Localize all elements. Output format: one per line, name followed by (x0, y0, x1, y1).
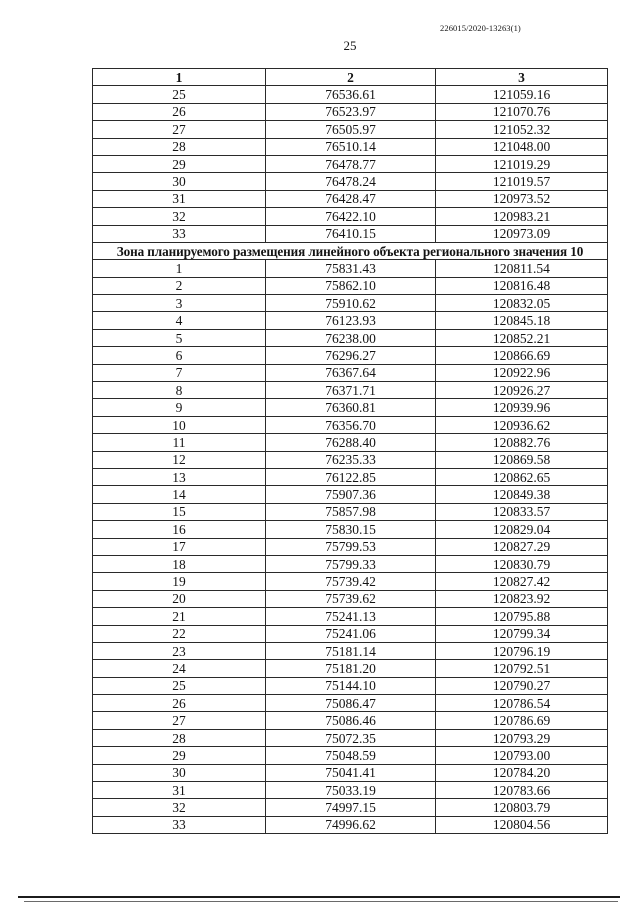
point-number-cell: 14 (93, 486, 266, 503)
point-number-cell: 32 (93, 799, 266, 816)
x-coordinate-cell: 76505.97 (266, 121, 436, 138)
x-coordinate-cell: 75857.98 (266, 503, 436, 520)
table-row (93, 121, 608, 138)
x-coordinate-cell: 76122.85 (266, 468, 436, 485)
y-coordinate-cell: 120866.69 (436, 347, 608, 364)
table-row (93, 260, 608, 277)
table-row (93, 642, 608, 659)
y-coordinate-cell: 120793.00 (436, 747, 608, 764)
x-coordinate-cell: 75241.13 (266, 608, 436, 625)
point-number-cell: 11 (93, 434, 266, 451)
x-coordinate-cell: 75830.15 (266, 521, 436, 538)
x-coordinate-cell: 75181.14 (266, 642, 436, 659)
x-coordinate-cell: 74997.15 (266, 799, 436, 816)
y-coordinate-cell: 121048.00 (436, 138, 608, 155)
y-coordinate-cell: 120790.27 (436, 677, 608, 694)
x-coordinate-cell: 75907.36 (266, 486, 436, 503)
table-row (93, 399, 608, 416)
table-body-top (93, 86, 608, 243)
y-coordinate-cell: 120796.19 (436, 642, 608, 659)
y-coordinate-cell: 120786.69 (436, 712, 608, 729)
table-row (93, 225, 608, 242)
table-row (93, 138, 608, 155)
table-header (93, 69, 608, 86)
x-coordinate-cell: 76523.97 (266, 103, 436, 120)
y-coordinate-cell: 120862.65 (436, 468, 608, 485)
table-row (93, 329, 608, 346)
table-row (93, 521, 608, 538)
x-coordinate-cell: 76238.00 (266, 329, 436, 346)
point-number-cell: 30 (93, 173, 266, 190)
y-coordinate-cell: 120827.29 (436, 538, 608, 555)
y-coordinate-cell: 120849.38 (436, 486, 608, 503)
table-row (93, 173, 608, 190)
point-number-cell: 6 (93, 347, 266, 364)
table-row (93, 712, 608, 729)
table-row (93, 190, 608, 207)
point-number-cell: 1 (93, 260, 266, 277)
table-row (93, 555, 608, 572)
table-row (93, 155, 608, 172)
x-coordinate-cell: 76478.77 (266, 155, 436, 172)
y-coordinate-cell: 120783.66 (436, 782, 608, 799)
x-coordinate-cell: 76360.81 (266, 399, 436, 416)
point-number-cell: 26 (93, 695, 266, 712)
point-number-cell: 24 (93, 660, 266, 677)
point-number-cell: 29 (93, 747, 266, 764)
table-row (93, 816, 608, 833)
point-number-cell: 3 (93, 295, 266, 312)
y-coordinate-cell: 120936.62 (436, 416, 608, 433)
y-coordinate-cell: 121052.32 (436, 121, 608, 138)
y-coordinate-cell: 120793.29 (436, 729, 608, 746)
point-number-cell: 25 (93, 677, 266, 694)
table-row (93, 486, 608, 503)
point-number-cell: 25 (93, 86, 266, 103)
page-bottom-rule (18, 896, 620, 898)
point-number-cell: 32 (93, 208, 266, 225)
point-number-cell: 17 (93, 538, 266, 555)
x-coordinate-cell: 76356.70 (266, 416, 436, 433)
table-row (93, 747, 608, 764)
x-coordinate-cell: 75241.06 (266, 625, 436, 642)
point-number-cell: 12 (93, 451, 266, 468)
section-header-row (93, 242, 608, 259)
x-coordinate-cell: 75799.53 (266, 538, 436, 555)
y-coordinate-cell: 120973.52 (436, 190, 608, 207)
table-header-row (93, 69, 608, 86)
table-row (93, 347, 608, 364)
y-coordinate-cell: 120823.92 (436, 590, 608, 607)
point-number-cell: 30 (93, 764, 266, 781)
y-coordinate-cell: 121019.29 (436, 155, 608, 172)
y-coordinate-cell: 120816.48 (436, 277, 608, 294)
y-coordinate-cell: 120845.18 (436, 312, 608, 329)
page-number: 25 (343, 38, 357, 53)
point-number-cell: 20 (93, 590, 266, 607)
point-number-cell: 9 (93, 399, 266, 416)
table-row (93, 468, 608, 485)
table-row (93, 295, 608, 312)
point-number-cell: 29 (93, 155, 266, 172)
y-coordinate-cell: 120795.88 (436, 608, 608, 625)
point-number-cell: 28 (93, 729, 266, 746)
y-coordinate-cell: 120803.79 (436, 799, 608, 816)
x-coordinate-cell: 75181.20 (266, 660, 436, 677)
table-row (93, 608, 608, 625)
section-header (93, 242, 608, 259)
point-number-cell: 10 (93, 416, 266, 433)
y-coordinate-cell: 121019.57 (436, 173, 608, 190)
point-number-cell: 33 (93, 816, 266, 833)
point-number-cell: 5 (93, 329, 266, 346)
table-row (93, 364, 608, 381)
x-coordinate-cell: 76536.61 (266, 86, 436, 103)
point-number-cell: 23 (93, 642, 266, 659)
point-number-cell: 22 (93, 625, 266, 642)
y-coordinate-cell: 121059.16 (436, 86, 608, 103)
x-coordinate-cell: 75739.42 (266, 573, 436, 590)
section-title: Зона планируемого размещения линейного объекта регионального значения 10 (93, 242, 608, 259)
x-coordinate-cell: 75739.62 (266, 590, 436, 607)
x-coordinate-cell: 75910.62 (266, 295, 436, 312)
point-number-cell: 33 (93, 225, 266, 242)
document-registration-number: 226015/2020-13263(1) (440, 23, 521, 33)
x-coordinate-cell: 75041.41 (266, 764, 436, 781)
column-header-x-coordinate: 2 (266, 69, 436, 86)
x-coordinate-cell: 75033.19 (266, 782, 436, 799)
table-row (93, 573, 608, 590)
x-coordinate-cell: 76235.33 (266, 451, 436, 468)
table-row (93, 86, 608, 103)
point-number-cell: 2 (93, 277, 266, 294)
x-coordinate-cell: 75831.43 (266, 260, 436, 277)
y-coordinate-cell: 120804.56 (436, 816, 608, 833)
x-coordinate-cell: 75072.35 (266, 729, 436, 746)
x-coordinate-cell: 76123.93 (266, 312, 436, 329)
table-row (93, 799, 608, 816)
point-number-cell: 31 (93, 782, 266, 799)
point-number-cell: 16 (93, 521, 266, 538)
table-row (93, 590, 608, 607)
column-header-point-number: 1 (93, 69, 266, 86)
point-number-cell: 27 (93, 712, 266, 729)
point-number-cell: 13 (93, 468, 266, 485)
table-row (93, 660, 608, 677)
table-row (93, 434, 608, 451)
table-row (93, 695, 608, 712)
point-number-cell: 18 (93, 555, 266, 572)
point-number-cell: 8 (93, 382, 266, 399)
x-coordinate-cell: 75862.10 (266, 277, 436, 294)
point-number-cell: 31 (93, 190, 266, 207)
y-coordinate-cell: 120922.96 (436, 364, 608, 381)
x-coordinate-cell: 76410.15 (266, 225, 436, 242)
table-row (93, 451, 608, 468)
x-coordinate-cell: 76288.40 (266, 434, 436, 451)
table-row (93, 625, 608, 642)
table-row (93, 782, 608, 799)
y-coordinate-cell: 120799.34 (436, 625, 608, 642)
point-number-cell: 7 (93, 364, 266, 381)
table-row (93, 382, 608, 399)
table-row (93, 677, 608, 694)
page-bottom-rule-thin (24, 901, 618, 902)
y-coordinate-cell: 120811.54 (436, 260, 608, 277)
x-coordinate-cell: 76296.27 (266, 347, 436, 364)
y-coordinate-cell: 120973.09 (436, 225, 608, 242)
x-coordinate-cell: 76367.64 (266, 364, 436, 381)
y-coordinate-cell: 120926.27 (436, 382, 608, 399)
x-coordinate-cell: 75048.59 (266, 747, 436, 764)
table-row (93, 208, 608, 225)
table-row (93, 503, 608, 520)
y-coordinate-cell: 120792.51 (436, 660, 608, 677)
point-number-cell: 26 (93, 103, 266, 120)
point-number-cell: 19 (93, 573, 266, 590)
table-row (93, 764, 608, 781)
y-coordinate-cell: 121070.76 (436, 103, 608, 120)
y-coordinate-cell: 120829.04 (436, 521, 608, 538)
x-coordinate-cell: 75144.10 (266, 677, 436, 694)
x-coordinate-cell: 76371.71 (266, 382, 436, 399)
y-coordinate-cell: 120983.21 (436, 208, 608, 225)
table-row (93, 103, 608, 120)
y-coordinate-cell: 120882.76 (436, 434, 608, 451)
x-coordinate-cell: 76428.47 (266, 190, 436, 207)
x-coordinate-cell: 75086.47 (266, 695, 436, 712)
x-coordinate-cell: 76422.10 (266, 208, 436, 225)
point-number-cell: 27 (93, 121, 266, 138)
table-row (93, 729, 608, 746)
point-number-cell: 4 (93, 312, 266, 329)
x-coordinate-cell: 76478.24 (266, 173, 436, 190)
y-coordinate-cell: 120869.58 (436, 451, 608, 468)
coordinates-table (92, 68, 608, 834)
table-row (93, 277, 608, 294)
y-coordinate-cell: 120784.20 (436, 764, 608, 781)
table-row (93, 538, 608, 555)
y-coordinate-cell: 120786.54 (436, 695, 608, 712)
y-coordinate-cell: 120832.05 (436, 295, 608, 312)
y-coordinate-cell: 120939.96 (436, 399, 608, 416)
column-header-y-coordinate: 3 (436, 69, 608, 86)
x-coordinate-cell: 75799.33 (266, 555, 436, 572)
y-coordinate-cell: 120852.21 (436, 329, 608, 346)
y-coordinate-cell: 120833.57 (436, 503, 608, 520)
table-body-section (93, 260, 608, 834)
y-coordinate-cell: 120830.79 (436, 555, 608, 572)
x-coordinate-cell: 75086.46 (266, 712, 436, 729)
point-number-cell: 15 (93, 503, 266, 520)
point-number-cell: 21 (93, 608, 266, 625)
x-coordinate-cell: 74996.62 (266, 816, 436, 833)
y-coordinate-cell: 120827.42 (436, 573, 608, 590)
x-coordinate-cell: 76510.14 (266, 138, 436, 155)
point-number-cell: 28 (93, 138, 266, 155)
table-row (93, 312, 608, 329)
table-row (93, 416, 608, 433)
